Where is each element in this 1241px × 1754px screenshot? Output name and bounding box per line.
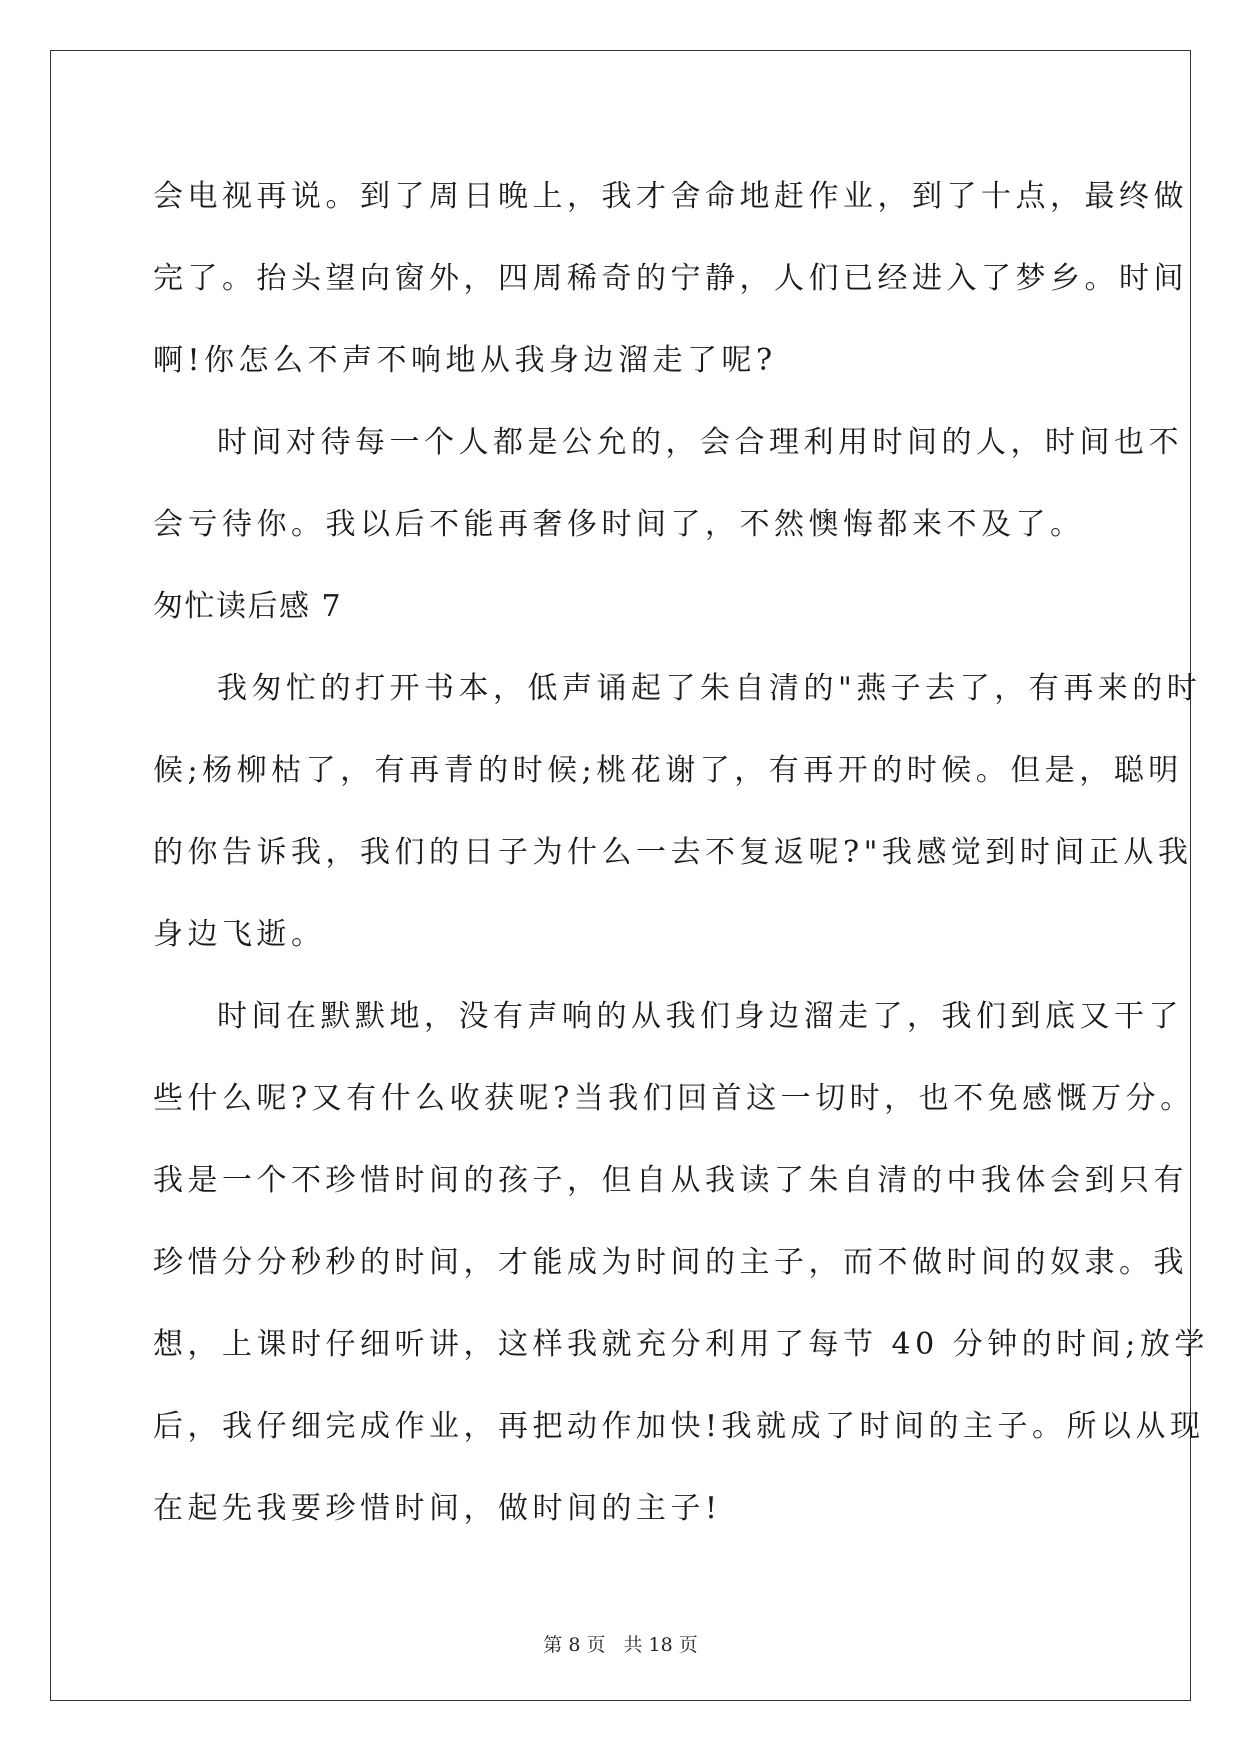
text-line-5: 会亏待你。我以后不能再奢侈时间了，不然懊悔都来不及了。: [153, 507, 1085, 542]
text-line-4: 时间对待每一个人都是公允的，会合理利用时间的人，时间也不: [217, 425, 1183, 460]
total-pages: 共 18 页: [623, 1634, 698, 1656]
text-line-1: 会电视再说。到了周日晚上，我才舍命地赶作业，到了十点，最终做: [153, 179, 1188, 214]
document-body: [153, 156, 1209, 1550]
text-line-2: 完了。抬头望向窗外，四周稀奇的宁静，人们已经进入了梦乡。时间: [153, 261, 1188, 296]
text-line-10: 身边飞逝。: [153, 917, 326, 952]
text-line-8: 候;杨柳枯了，有再青的时候;桃花谢了，有再开的时候。但是，聪明: [153, 753, 1183, 788]
page-footer: [0, 1630, 1241, 1657]
section-heading: 匆忙读后感 7: [153, 589, 343, 624]
text-line-14: 珍惜分分秒秒的时间，才能成为时间的主子，而不做时间的奴隶。我: [153, 1245, 1188, 1280]
page-number: 第 8 页: [543, 1634, 606, 1656]
text-line-7: 我匆忙的打开书本，低声诵起了朱自清的"燕子去了，有再来的时: [217, 671, 1202, 706]
text-line-17: 在起先我要珍惜时间，做时间的主子!: [153, 1491, 722, 1526]
text-line-12: 些什么呢?又有什么收获呢?当我们回首这一切时，也不免感慨万分。: [153, 1081, 1195, 1116]
text-line-13: 我是一个不珍惜时间的孩子，但自从我读了朱自清的中我体会到只有: [153, 1163, 1188, 1198]
text-line-11: 时间在默默地，没有声响的从我们身边溜走了，我们到底又干了: [217, 999, 1183, 1034]
text-line-9: 的你告诉我，我们的日子为什么一去不复返呢?"我感觉到时间正从我: [153, 835, 1193, 870]
text-line-3: 啊!你怎么不声不响地从我身边溜走了呢?: [153, 343, 777, 378]
text-line-15: 想，上课时仔细听讲，这样我就充分利用了每节 40 分钟的时间;放学: [153, 1327, 1209, 1362]
text-line-16: 后，我仔细完成作业，再把动作加快!我就成了时间的主子。所以从现: [153, 1409, 1205, 1444]
